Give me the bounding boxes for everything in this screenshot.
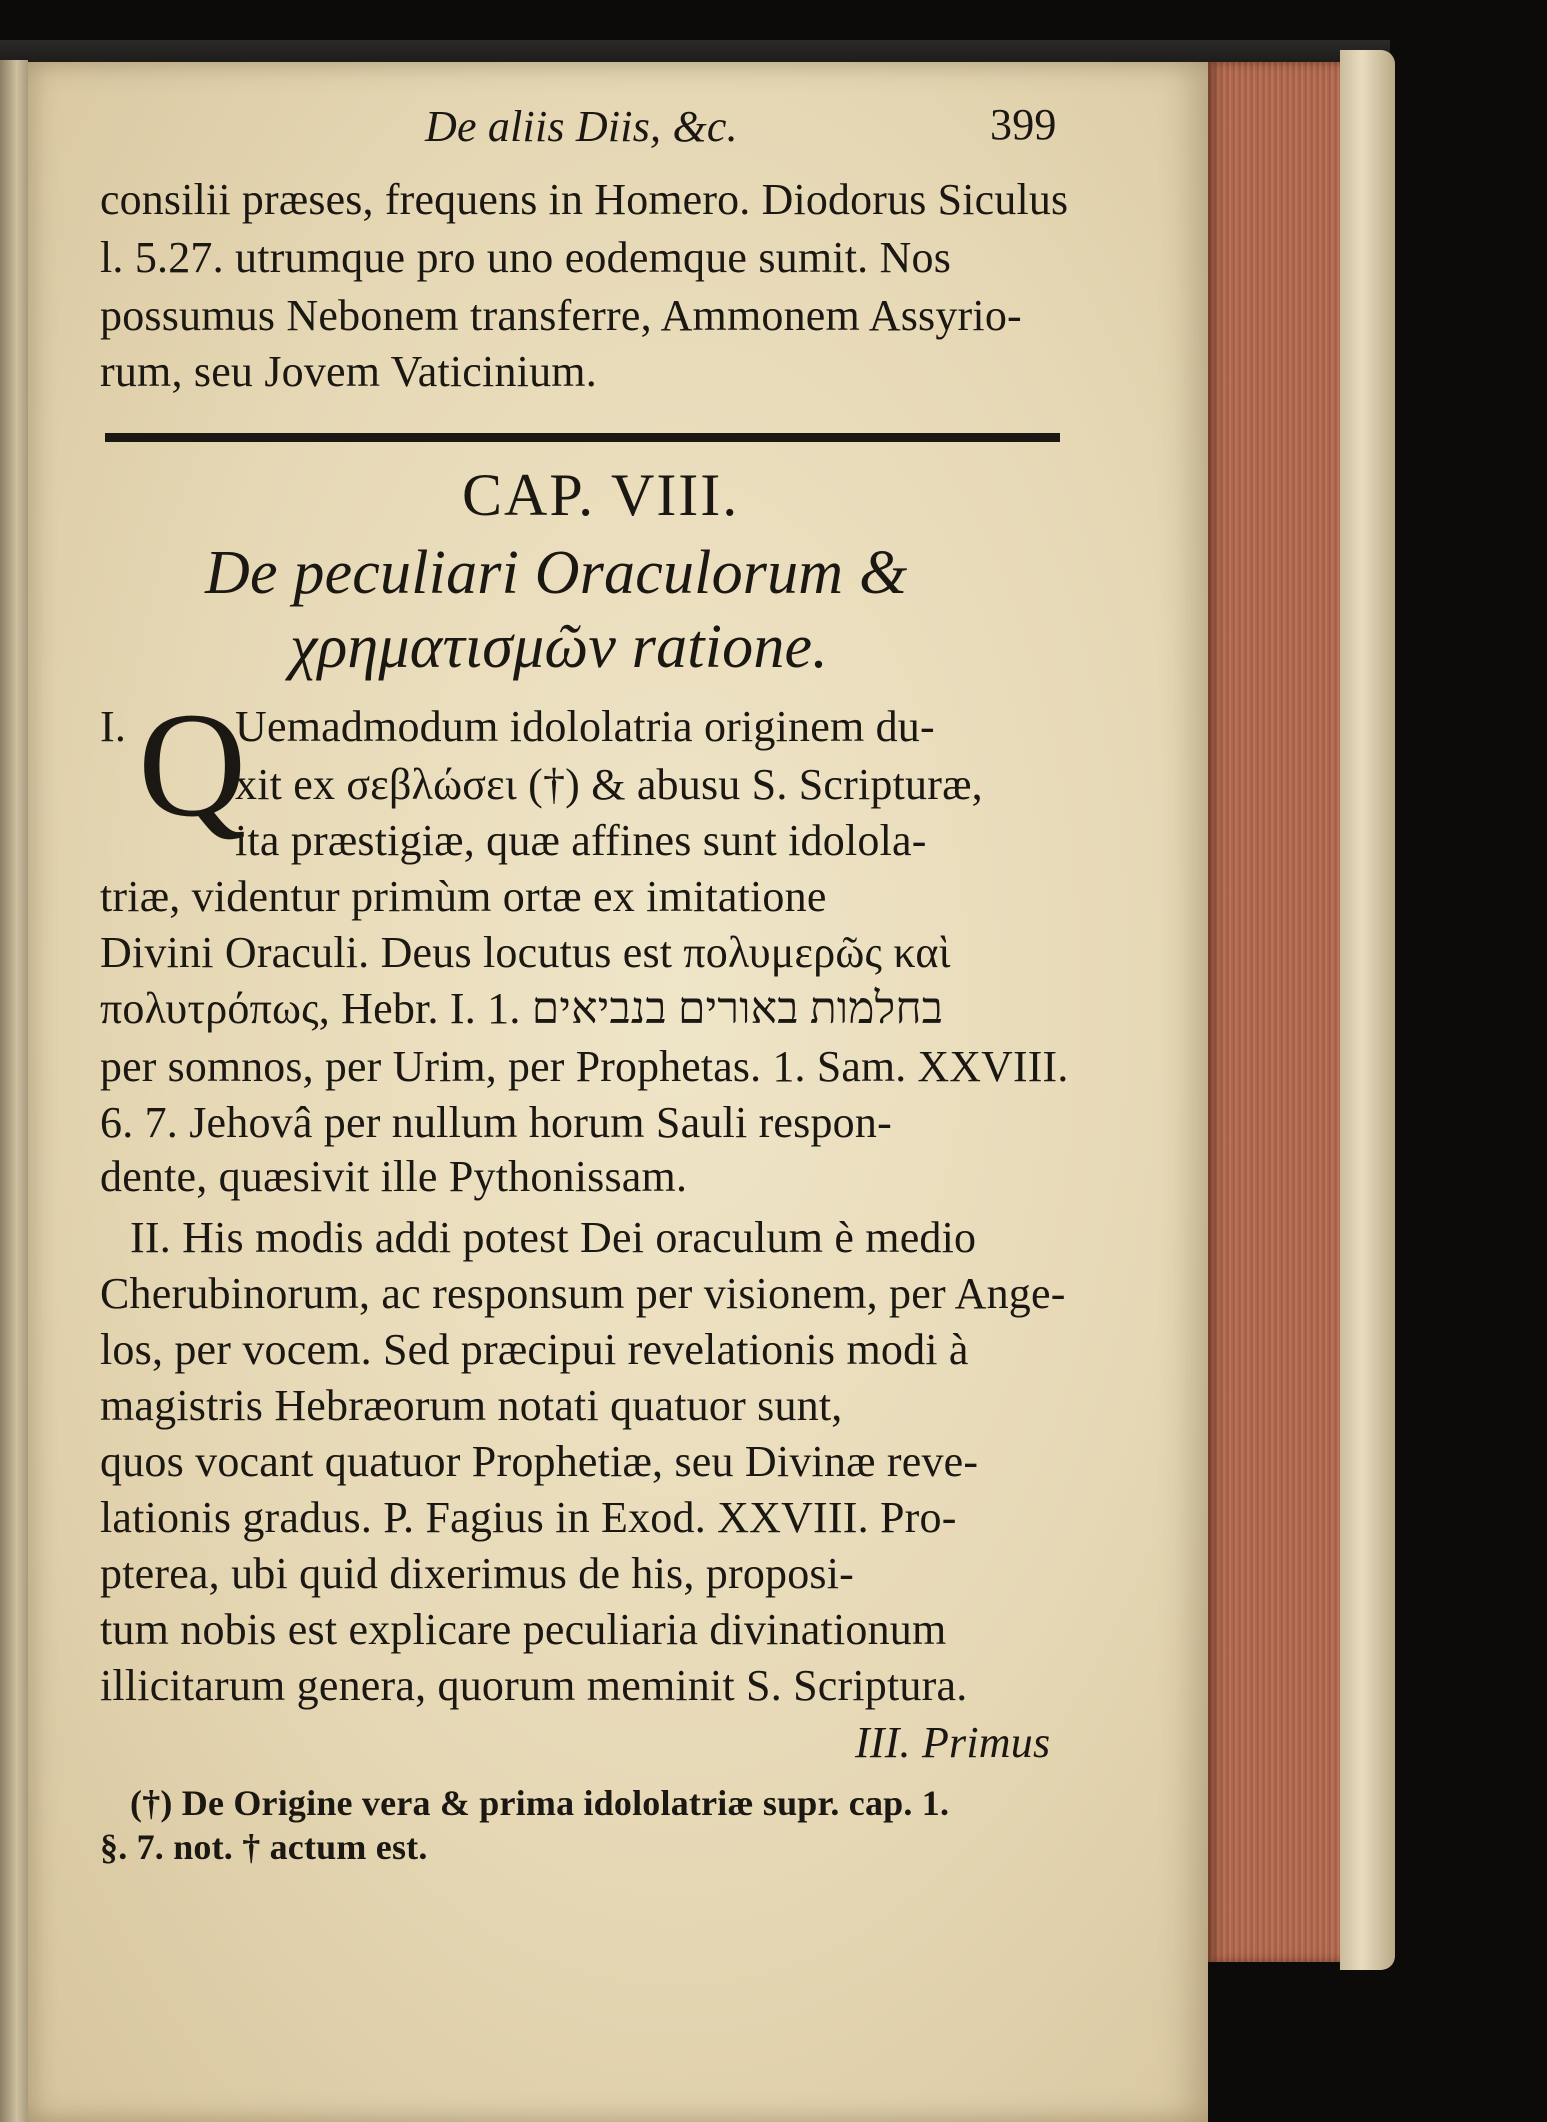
text-line: Uemadmodum idololatria originem du- (235, 702, 935, 751)
text-line: Divini Oraculi. Deus locutus est πολυμερῶς καὶ (100, 928, 951, 977)
text-line: los, per vocem. Sed præcipui revelationis modi à (100, 1325, 969, 1374)
text-line: II. His modis addi potest Dei oraculum è medio (130, 1213, 977, 1262)
text-line: per somnos, per Urim, per Prophetas. 1. Sam. XXVIII. (100, 1042, 1069, 1091)
text-line: rum, seu Jovem Vaticinium. (100, 347, 597, 396)
text-line: illicitarum genera, quorum meminit S. Scriptura. (100, 1661, 968, 1710)
chapter-number: CAP. VIII. (462, 462, 740, 528)
text-line: l. 5.27. utrumque pro uno eodemque sumit. Nos (100, 233, 952, 282)
page-number: 399 (990, 100, 1057, 149)
footnote-line: §. 7. not. † actum est. (100, 1827, 428, 1867)
text-line: 6. 7. Jehovâ per nullum horum Sauli respon- (100, 1098, 892, 1147)
text-line: lationis gradus. P. Fagius in Exod. XXVIII. Pro- (100, 1493, 957, 1542)
footnote-line: (†) De Origine vera & prima idololatriæ supr. cap. 1. (130, 1783, 950, 1823)
text-line: tum nobis est explicare peculiaria divinationum (100, 1605, 947, 1654)
text-line: magistris Hebræorum notati quatuor sunt, (100, 1381, 843, 1430)
text-line: πολυτρόπως, Hebr. I. 1. בחלמות באורים בנביאים (100, 984, 944, 1033)
running-head: De aliis Diis, &c. (425, 102, 738, 151)
chapter-title-line-2: χρηματισμῶν ratione. (290, 613, 828, 681)
drop-cap: Q (138, 682, 247, 848)
text-line: xit ex σεβλώσει (†) & abusu S. Scripturæ, (235, 760, 983, 809)
text-line: consilii præses, frequens in Homero. Diodorus Siculus (100, 175, 1069, 224)
chapter-rule (105, 433, 1060, 442)
text-line: pterea, ubi quid dixerimus de his, proposi- (100, 1549, 855, 1598)
text-line: possumus Nebonem transferre, Ammonem Assyrio- (100, 291, 1022, 340)
text-line: ita præstigiæ, quæ affines sunt idolola- (235, 816, 927, 865)
catchword: III. Primus (855, 1718, 1051, 1767)
text-line: triæ, videntur primùm ortæ ex imitatione (100, 872, 827, 921)
text-line: quos vocant quatuor Prophetiæ, seu Divinæ reve- (100, 1437, 979, 1486)
chapter-title-line-1: De peculiari Oraculorum & (205, 539, 908, 607)
paragraph-number: I. (100, 702, 127, 751)
text-line: dente, quæsivit ille Pythonissam. (100, 1152, 688, 1201)
text-line: Cherubinorum, ac responsum per visionem, per Ange- (100, 1269, 1066, 1318)
